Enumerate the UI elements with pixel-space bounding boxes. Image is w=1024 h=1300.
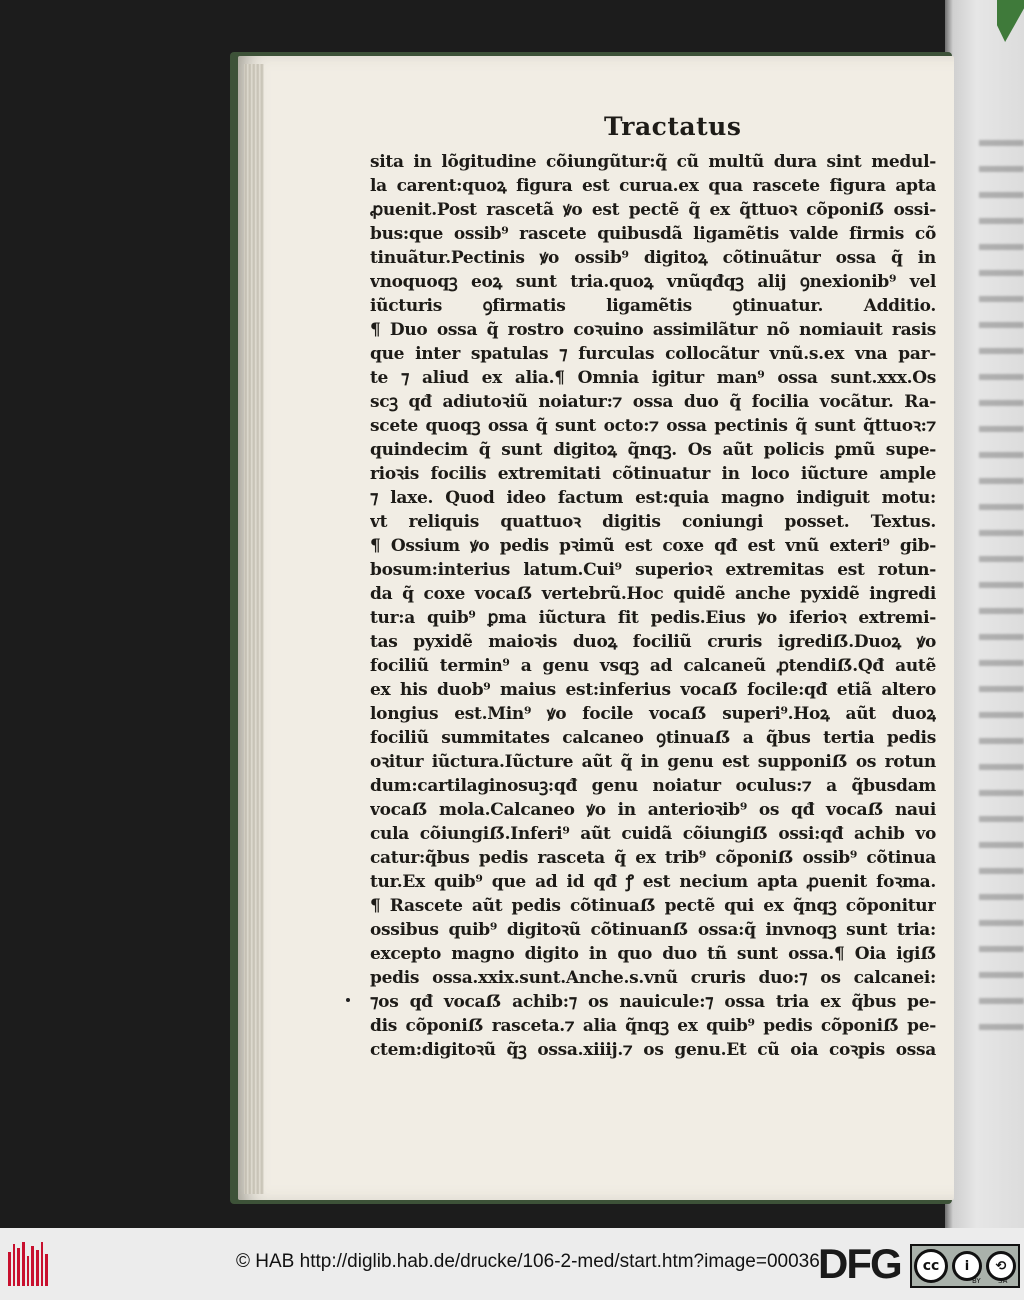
text-line: ¶ Rascete aũt pedis cõtinuaẞ pectẽ qui ex q̃nqꝫ cõponitur bbox=[370, 896, 936, 916]
next-page-bleedthrough bbox=[979, 140, 1024, 1040]
text-line: catur:q̃bus pedis rasceta q̃ ex trib⁹ cõponiẞ ossib⁹ cõtinua bbox=[370, 848, 936, 868]
text-block bbox=[370, 150, 936, 1062]
text-line: tinuãtur.Pectinis ꝟo ossib⁹ digitoꝝ cõtinuãtur ossa q̃ in bbox=[370, 248, 936, 268]
share-alike-icon: ⟲ bbox=[986, 1251, 1016, 1281]
hab-logo-icon[interactable] bbox=[8, 1242, 48, 1286]
text-line: longius est.Min⁹ ꝟo focile vocaẞ superi⁹.Hoꝝ aũt duoꝝ bbox=[370, 704, 936, 724]
text-line: fociliũ summitates calcaneo ꝯtinuaẞ a q̃bus tertia pedis bbox=[370, 728, 936, 748]
text-line: ¶ Ossium ꝟo pedis pꝛimũ est coxe qđ est vnũ exteri⁹ gib- bbox=[370, 536, 936, 556]
text-line: vt reliquis quattuoꝛ digitis coniungi posset. Textus. bbox=[370, 512, 936, 532]
text-line: que inter spatulas ⁊ furculas collocãtur vnũ.s.ex vna par- bbox=[370, 344, 936, 364]
sa-label: SA bbox=[998, 1277, 1008, 1285]
text-line: ex his duob⁹ maius est:inferius vocaẞ focile:qđ etiã altero bbox=[370, 680, 936, 700]
text-line: excepto magno digito in quo duo tñ sunt ossa.¶ Oia igiẞ bbox=[370, 944, 936, 964]
text-line: oꝛitur iũctura.Iũcture aũt q̃ in genu est supponiẞ os rotun bbox=[370, 752, 936, 772]
text-line: scete quoqꝫ ossa q̃ sunt octo:⁊ ossa pectinis q̃ sunt q̃ttuoꝛ:⁊ bbox=[370, 416, 936, 436]
attribution-icon: i bbox=[952, 1251, 982, 1281]
text-line: vnoquoqꝫ eoꝝ sunt tria.quoꝝ vnũqđqꝫ alij ꝯnexionib⁹ vel bbox=[370, 272, 936, 292]
text-line: dis cõponiẞ rasceta.⁊ alia q̃nqꝫ ex quib⁹ pedis cõponiẞ pe- bbox=[370, 1016, 936, 1036]
copyright-notice[interactable]: © HAB http://diglib.hab.de/drucke/106-2-med/start.htm?image=00036 bbox=[236, 1251, 820, 1272]
text-line: bosum:interius latum.Cui⁹ superioꝛ extremitas est rotun- bbox=[370, 560, 936, 580]
text-line: ¶ Duo ossa q̃ rostro coꝛuino assimilãtur nõ nomiauit rasis bbox=[370, 320, 936, 340]
text-line: ꝓuenit.Post rascetã ꝟo est pectẽ q̃ ex q̃ttuoꝛ cõponiẞ ossi- bbox=[370, 200, 936, 220]
text-line: bus:que ossib⁹ rascete quibusdã ligamẽtis valde firmis cõ bbox=[370, 224, 936, 244]
text-line: tur.Ex quib⁹ que ad id qđ ꝭ est necium apta ꝓuenit foꝛma. bbox=[370, 872, 936, 892]
cc-license-badge[interactable] bbox=[910, 1244, 1020, 1288]
text-line: fociliũ termin⁹ a genu vsqꝫ ad calcaneũ ꝓtendiẞ.Qđ autẽ bbox=[370, 656, 936, 676]
dfg-logo[interactable]: DFG bbox=[818, 1240, 901, 1287]
by-label: BY bbox=[972, 1277, 981, 1285]
text-line: scꝫ qđ adiutoꝛiũ noiatur:⁊ ossa duo q̃ focilia vocãtur. Ra- bbox=[370, 392, 936, 412]
text-line: la carent:quoꝝ figura est curua.ex qua rascete figura apta bbox=[370, 176, 936, 196]
text-line: ossibus quib⁹ digitoꝛũ cõtinuanẞ ossa:q̃ invnoqꝫ sunt tria: bbox=[370, 920, 936, 940]
text-line: da q̃ coxe vocaẞ vertebrũ.Hoc quidẽ anche pyxidẽ ingredi bbox=[370, 584, 936, 604]
text-line: rioꝛis focilis extremitati cõtinuatur in loco iũcture ample bbox=[370, 464, 936, 484]
text-line: dum:cartilaginosuꝫ:qđ genu noiatur oculus:⁊ a q̃busdam bbox=[370, 776, 936, 796]
text-line: quindecim q̃ sunt digitoꝝ q̃nqꝫ. Os aũt policis ꝑmũ supe- bbox=[370, 440, 936, 460]
cc-icon: cc bbox=[914, 1249, 948, 1283]
text-line: cula cõiungiẞ.Inferi⁹ aũt cuidã cõiungiẞ ossi:qđ achib vo bbox=[370, 824, 936, 844]
text-line: sita in lõgitudine cõiungũtur:q̃ cũ multũ dura sint medul- bbox=[370, 152, 936, 172]
running-head: Tractatus bbox=[604, 112, 742, 141]
text-line: te ⁊ aliud ex alia.¶ Omnia igitur man⁹ ossa sunt.xxx.Os bbox=[370, 368, 936, 388]
text-line: tur:a quib⁹ ꝑma iũctura fit pedis.Eius ꝟo iferioꝛ extremi- bbox=[370, 608, 936, 628]
text-line: ctem:digitoꝛũ q̃ꝫ ossa.xiiij.⁊ os genu.Et cũ oia coꝛpis ossa bbox=[370, 1040, 936, 1060]
text-line: vocaẞ mola.Calcaneo ꝟo in anterioꝛib⁹ os qđ vocaẞ naui bbox=[370, 800, 936, 820]
text-line: ⁊ laxe. Quod ideo factum est:quia magno indiguit motu: bbox=[370, 488, 936, 508]
page-gutter bbox=[244, 64, 264, 1194]
next-page-edge bbox=[945, 0, 1024, 1228]
footer-bar bbox=[0, 1228, 1024, 1300]
cover-corner bbox=[997, 0, 1024, 42]
text-line: ⁊os qđ vocaẞ achib:⁊ os nauicule:⁊ ossa tria ex q̃bus pe- bbox=[370, 992, 936, 1012]
text-line: iũcturis ꝯfirmatis ligamẽtis ꝯtinuatur. Additio. bbox=[370, 296, 936, 316]
ink-mark bbox=[346, 998, 350, 1002]
text-line: pedis ossa.xxix.sunt.Anche.s.vnũ cruris duo:⁊ os calcanei: bbox=[370, 968, 936, 988]
text-line: tas pyxidẽ maioꝛis duoꝝ fociliũ cruris igrediẞ.Duoꝝ ꝟo bbox=[370, 632, 936, 652]
